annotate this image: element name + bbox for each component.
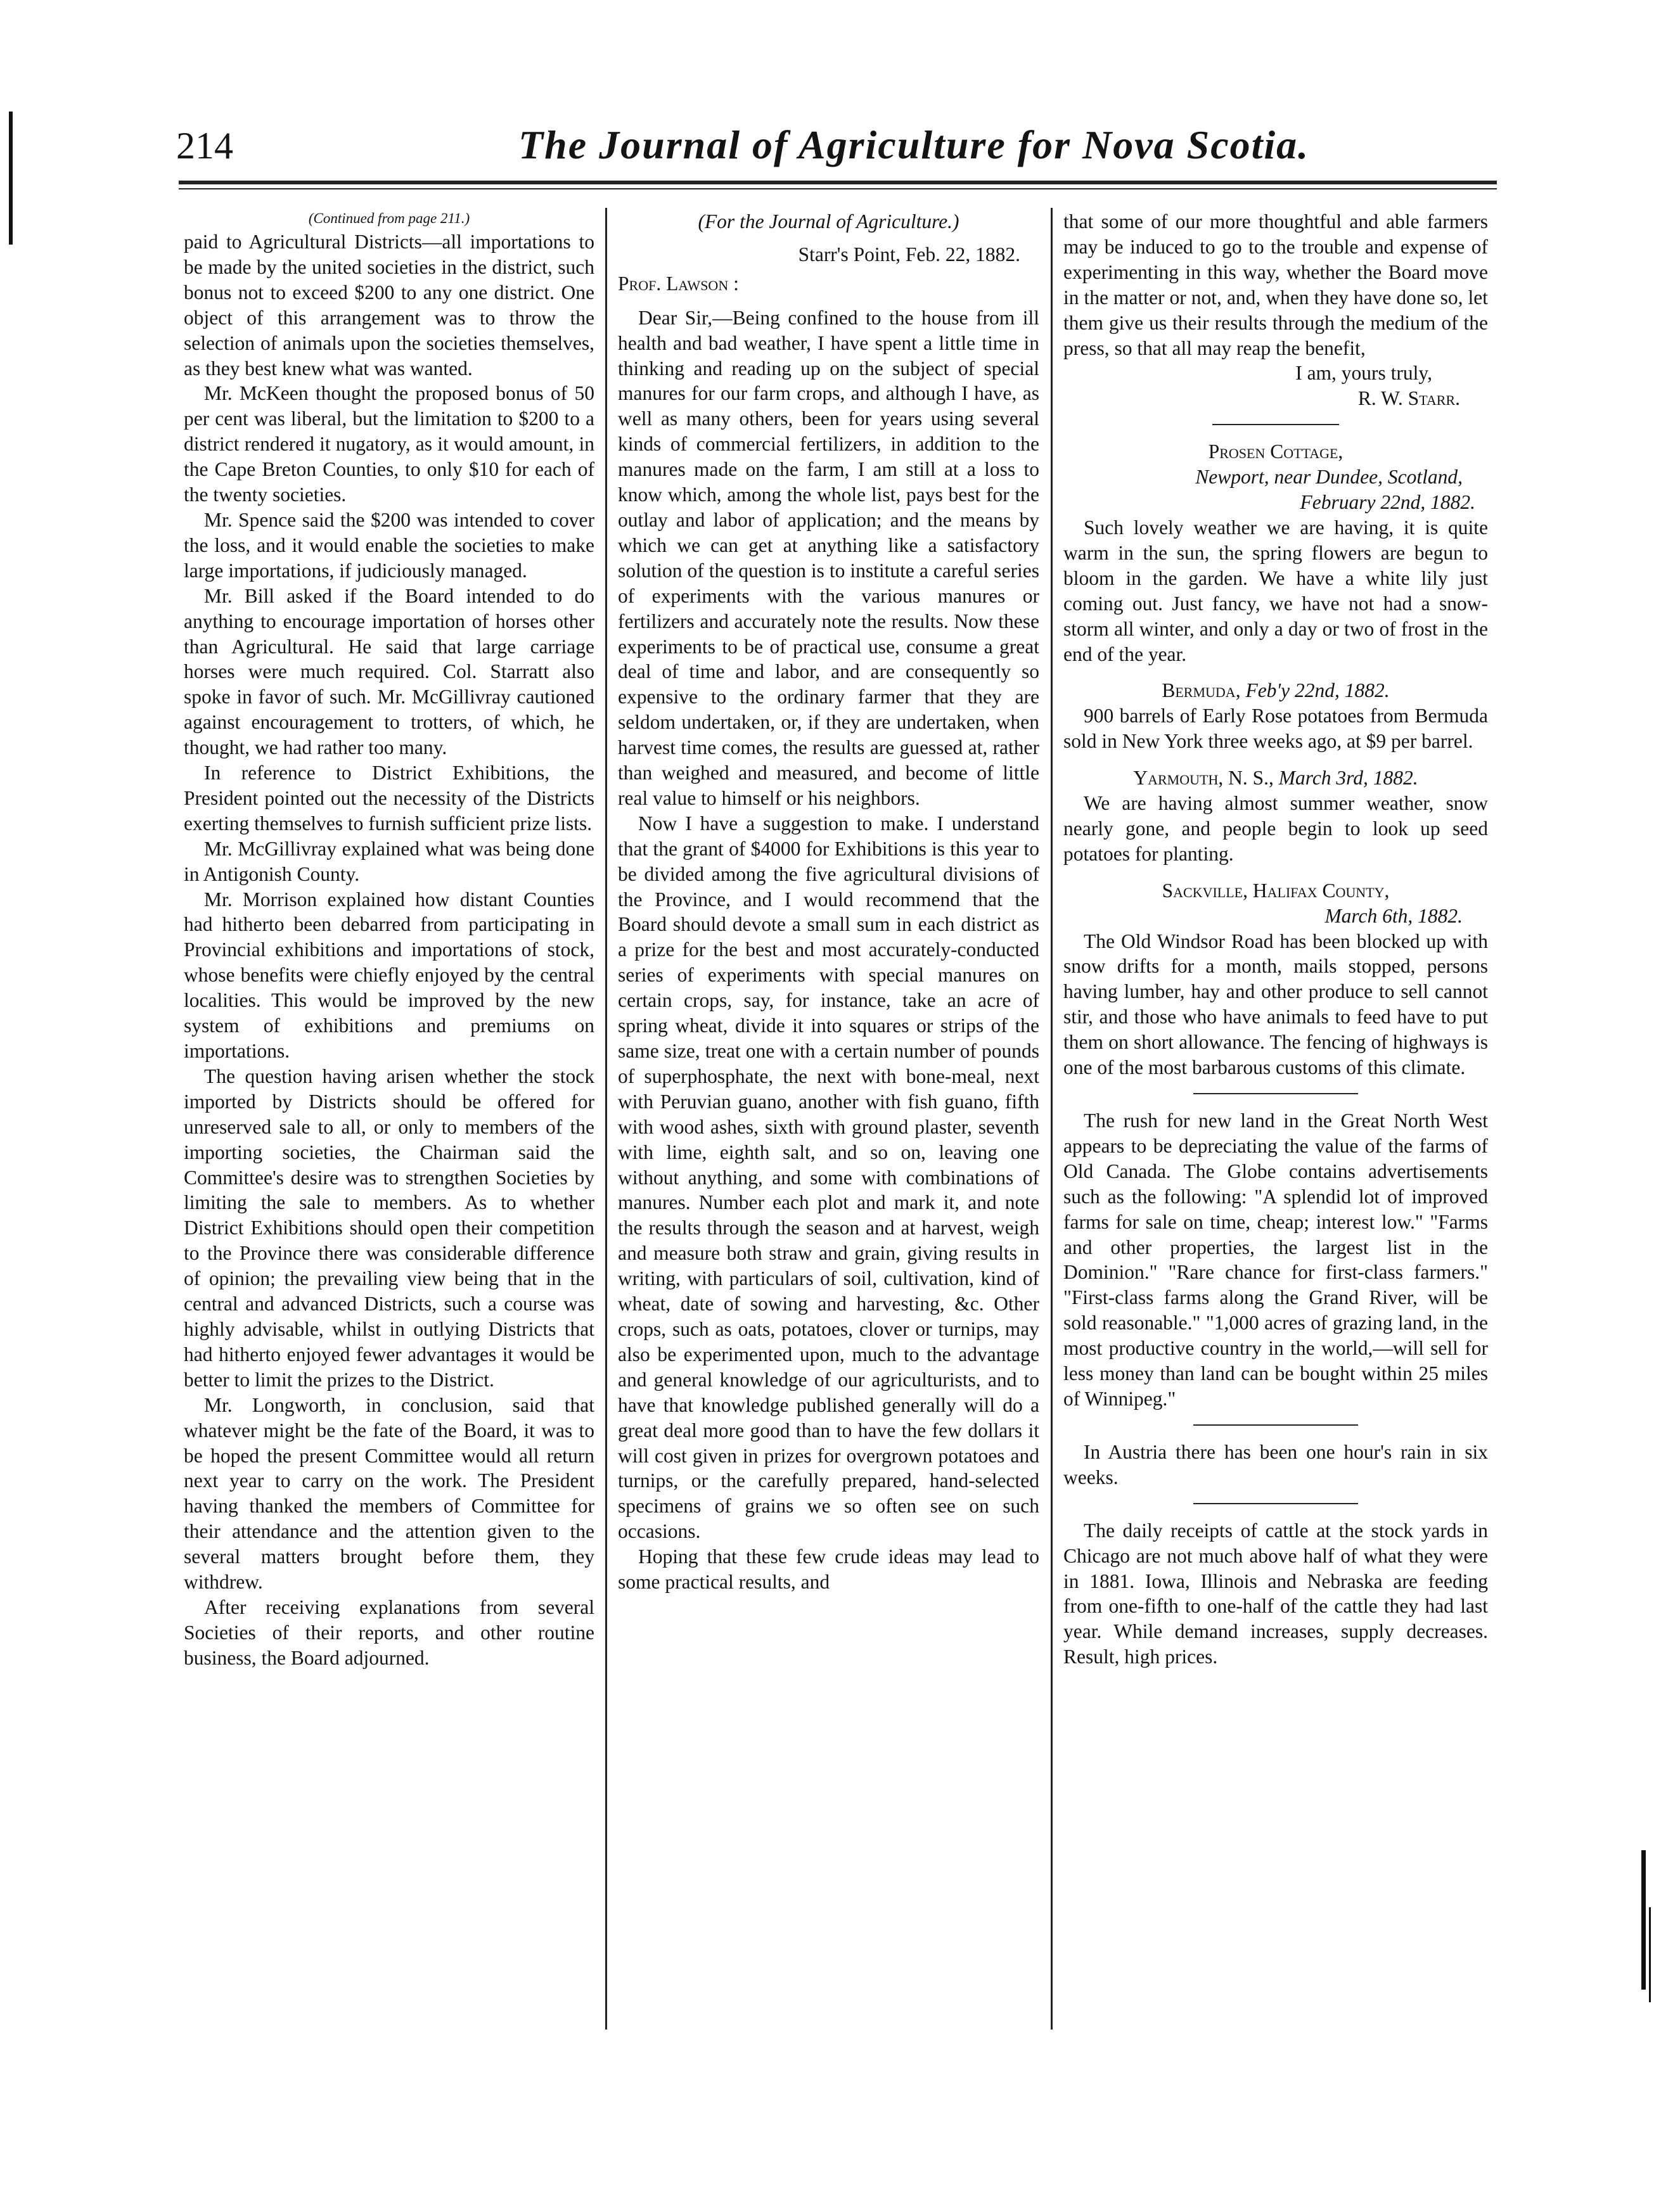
section-divider <box>1193 1093 1358 1094</box>
item-place: Sackville, Halifax County, <box>1162 879 1390 902</box>
letter-closing: I am, yours truly, <box>1295 362 1432 385</box>
margin-scan-mark <box>1649 1907 1651 2002</box>
item-date: Feb'y 22nd, 1882. <box>1245 679 1390 702</box>
item-place: Yarmouth, N. S., <box>1133 767 1274 790</box>
item-heading <box>1063 765 1488 791</box>
letter-source: (For the Journal of Agriculture.) <box>698 210 959 233</box>
paragraph: The rush for new land in the Great North West appears to be depreciating the value of the farms of Old Canada. The Globe contains advertisements such as the following: "A splendid lot of improved farms for sale on time, cheap; interest low." "Farms and other properties, the largest list in the Dominion." "Rare chance for first-class farmers." "First-class farms along the Grand River, will be sold reasonable." "1,000 acres of grazing land, in the most productive country in the world,—will sell for less money than land can be bought within 25 miles of Winnipeg." <box>1063 1109 1488 1410</box>
letter-signature: R. W. Starr. <box>1357 387 1460 410</box>
paragraph: The daily receipts of cattle at the stock yards in Chicago are not much above half of what they were in 1881. Iowa, Illinois and Nebraska are feeding from one-fifth to one-half of the cattle they had last year. While demand increases, supply decreases. Result, high prices. <box>1063 1519 1488 1668</box>
paragraph: Mr. Bill asked if the Board intended to do anything to encourage importation of horses other than Agricultural. He said that large carriage horses were much required. Col. Starratt also spoke in favor of such. Mr. McGillivray cautioned against encouragement to trotters, of which, he thought, we had rather too many. <box>184 584 594 759</box>
item-date: March 6th, 1882. <box>1324 904 1463 927</box>
section-divider <box>1193 1503 1358 1504</box>
paragraph: that some of our more thoughtful and able farmers may be induced to go to the trouble and expense of experimenting in this way, whether the Board move in the matter or not, and, when they have done so, let them give us their results through the medium of the press, so that all may reap the benefit, <box>1063 210 1488 359</box>
paragraph: After receiving explanations from several Societies of their reports, and other routine business, the Board adjourned. <box>184 1595 594 1669</box>
header-rule <box>179 188 1497 189</box>
column-divider <box>1051 208 1053 2030</box>
item-heading <box>1063 678 1488 703</box>
margin-scan-mark <box>9 112 13 245</box>
header-rule <box>179 181 1497 184</box>
paragraph: Such lovely weather we are having, it is quite warm in the sun, the spring flowers are begun to bloom in the garden. We have a white lily just coming out. Just fancy, we have not had a snow-storm all winter, and only a day or two of frost in the end of the year. <box>1063 516 1488 665</box>
paragraph: The question having arisen whether the stock imported by Districts should be offered for unreserved sale to all, or only to members of the importing societies, the Chairman said the Committee's desire was to strengthen Societies by limiting the sale to members. As to whether District Exhibitions should open their competition to the Province there was considerable difference of opinion; the prevailing view being that in the central and advanced Districts, such a course was highly advisable, whilst in outlying Districts that had hitherto enjoyed fewer advantages it would be better to limit the prizes to the District. <box>184 1065 594 1391</box>
item-place: Prosen Cottage, <box>1208 440 1343 463</box>
paragraph: Dear Sir,—Being confined to the house from ill health and bad weather, I have spent a little time in thinking and reading up on the subject of special manures for our farm crops, and although I have, as well as many others, been for years using several kinds of commercial fertilizers, in addition to the manures made on the farm, I am still at a loss to know which, among the whole list, pays best for the outlay and labor of application; and the means by which we can get at anything like a satisfactory solution of the question is to institute a careful series of experiments with the various manures or fertilizers and accurately note the results. Now these experiments to be of practical use, consume a great deal of time and labor, and are consequently so expensive to the ordinary farmer that they are seldom undertaken, or, if they are undertaken, when harvest time comes, the results are guessed at, rather than weighed and measured, and become of little real value to himself or his neighbors. <box>618 306 1039 809</box>
letter-addressee: Prof. Lawson : <box>618 272 739 295</box>
paragraph: 900 barrels of Early Rose potatoes from Bermuda sold in New York three weeks ago, at $9 per barrel. <box>1063 705 1488 753</box>
continued-note: (Continued from page 211.) <box>308 210 470 226</box>
paragraph: Mr. Spence said the $200 was intended to cover the loss, and it would enable the societies to make large importations, if judiciously managed. <box>184 508 594 582</box>
page-number: 214 <box>176 125 233 167</box>
letter-dateline: Starr's Point, Feb. 22, 1882. <box>798 243 1020 265</box>
journal-title: The Journal of Agriculture for Nova Scotia. <box>518 122 1310 167</box>
item-location: Newport, near Dundee, Scotland, <box>1195 466 1463 489</box>
paragraph: Mr. Longworth, in conclusion, said that whatever might be the fate of the Board, it was to be hoped the present Committee would all return next year to carry on the work. The President having thanked the members of Committee for their attendance and the attention given to the several matters brought before them, they withdrew. <box>184 1393 594 1594</box>
section-divider <box>1193 1424 1358 1426</box>
page-header <box>176 122 1494 179</box>
column-1 <box>184 209 594 1671</box>
column-divider <box>605 208 607 2030</box>
paragraph: Mr. Morrison explained how distant Counties had hitherto been debarred from participating in Provincial exhibitions and importations of stock, whose benefits were chiefly enjoyed by the central localities. This would be improved by the new system of exhibitions and premiums on importations. <box>184 888 594 1062</box>
paragraph: We are having almost summer weather, snow nearly gone, and people begin to look up seed potatoes for planting. <box>1063 792 1488 865</box>
paragraph: In Austria there has been one hour's rain in six weeks. <box>1063 1440 1488 1488</box>
column-2 <box>618 209 1039 1595</box>
paragraph: paid to Agricultural Districts—all importations to be made by the united societies in the district, such bonus not to exceed $200 to any one district. One object of this arrangement was to throw the selection of animals upon the societies themselves, as they best knew what was wanted. <box>184 231 594 380</box>
item-place: Bermuda, <box>1162 679 1241 702</box>
item-date: February 22nd, 1882. <box>1300 491 1475 514</box>
paragraph: Now I have a suggestion to make. I understand that the grant of $4000 for Exhibitions is this year to be divided among the five agricultural divisions of the Province, and I would recommend that the Board should devote a small sum in each district as a prize for the best and most accurately-conducted series of experiments with special manures on certain crops, say, for instance, take an acre of spring wheat, divide it into squares or strips of the same size, treat one with a certain number of pounds of superphosphate, the next with bone-meal, next with Peruvian guano, another with fish guano, fifth with wood ashes, sixth with ground plaster, seventh with lime, eighth salt, and so on, leaving one without anything, and some with combinations of manures. Number each plot and mark it, and note the results through the season and at harvest, weigh and measure both straw and grain, giving results in writing, with particulars of soil, cultivation, kind of wheat, date of sowing and harvesting, &c. Other crops, such as oats, potatoes, clover or turnips, may also be experimented upon, much to the advantage and general knowledge of our agriculturists, and to have that knowledge published generally will do a great deal more good than to have the few dollars it will cost given in prizes for overgrown potatoes and turnips, or the carefully prepared, hand-selected specimens of grains we so often see on such occasions. <box>618 812 1039 1543</box>
paragraph: Hoping that these few crude ideas may lead to some practical results, and <box>618 1545 1039 1594</box>
paragraph: Mr. McGillivray explained what was being done in Antigonish County. <box>184 837 594 885</box>
section-divider <box>1212 424 1339 425</box>
paragraph: In reference to District Exhibitions, the President pointed out the necessity of the Districts exerting themselves to furnish sufficient prize lists. <box>184 762 594 834</box>
item-date: March 3rd, 1882. <box>1278 767 1418 790</box>
paragraph: Mr. McKeen thought the proposed bonus of 50 per cent was liberal, but the limitation to $200 to a district rendered it nugatory, as it would amount, in the Cape Breton Counties, to only $10 for each of the twenty societies. <box>184 382 594 506</box>
column-3 <box>1063 209 1488 1670</box>
paragraph: The Old Windsor Road has been blocked up with snow drifts for a month, mails stopped, persons having lumber, hay and other produce to sell cannot stir, and those who have animals to feed have to put them on short allowance. The fencing of highways is one of the most barbarous customs of this climate. <box>1063 930 1488 1079</box>
margin-scan-mark <box>1641 1850 1646 1990</box>
